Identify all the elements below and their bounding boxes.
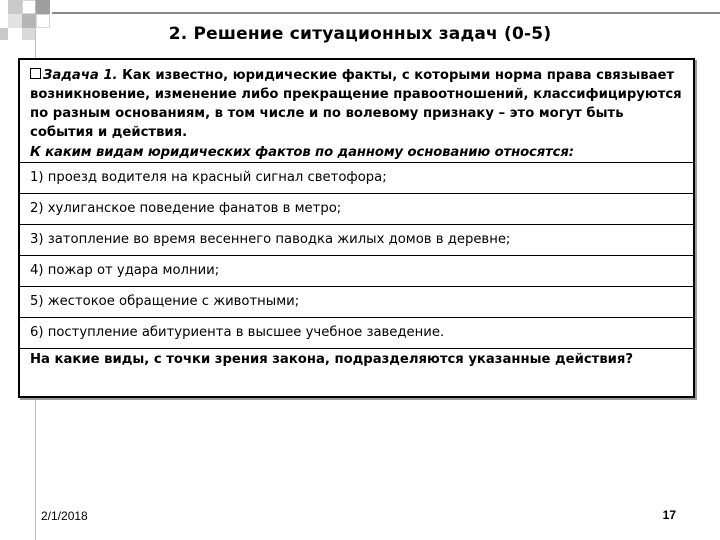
page-number: 17: [662, 508, 676, 522]
list-item: 5) жестокое обращение с животными;: [20, 286, 693, 317]
slide-title: 2. Решение ситуационных задач (0-5): [168, 24, 552, 44]
question-text: К каким видам юридических фактов по данному основанию относятся:: [30, 145, 574, 160]
list-item: 6) поступление абитуриента в высшее учебное заведение.: [20, 317, 693, 348]
task-paragraph: [30, 66, 685, 142]
top-rule: [52, 12, 720, 14]
items-list: [30, 162, 685, 348]
task-label: Задача 1.: [43, 68, 118, 83]
list-item: 3) затопление во время весеннего паводка жилых домов в деревне;: [20, 224, 693, 255]
square-bullet-icon: [30, 68, 41, 79]
task-text: Как известно, юридические факты, с которыми норма права связывает возникновение, изменение либо прекращение правоотношений, классифицируются по разным основаниям, в том числе и по волевому признаку – это могут быть события и действия.: [30, 68, 682, 140]
closing-question: На какие виды, с точки зрения закона, подразделяются указанные действия?: [20, 348, 693, 369]
task-frame: [18, 58, 695, 398]
list-item: 1) проезд водителя на красный сигнал светофора;: [20, 162, 693, 193]
footer-date: 2/1/2018: [41, 509, 88, 523]
list-item: 4) пожар от удара молнии;: [20, 255, 693, 286]
list-item: 2) хулиганское поведение фанатов в метро;: [20, 193, 693, 224]
